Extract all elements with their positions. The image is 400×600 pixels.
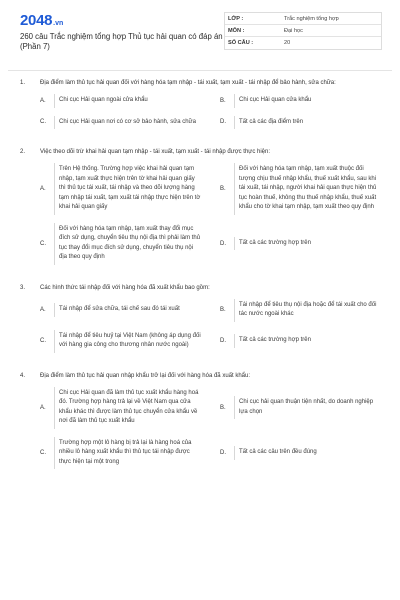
option-label: C. — [40, 119, 46, 126]
option-label: B. — [220, 307, 226, 313]
answer-option-b[interactable] — [212, 94, 384, 108]
option-label: A. — [40, 97, 46, 104]
question-number: 4. — [20, 372, 26, 379]
option-label: A. — [40, 185, 46, 192]
header — [0, 0, 400, 66]
question-number: 3. — [20, 284, 26, 291]
option-label: D. — [220, 338, 226, 344]
option-text: Tất cả các trường hợp trên — [234, 334, 381, 348]
option-text: Trên Hệ thống. Trường hợp việc khai hải quan tạm nhập, tạm xuất thực hiện trên tờ khai hải quan giấy thì thủ tục tái xuất, tái nhập và theo dõi lượng hàng tạm nhập tái xuất, tạm xuất tái nhập thực hiện trên tờ khai hải quan giấy — [54, 163, 201, 215]
answer-option-c[interactable] — [40, 330, 212, 353]
logo-sub-text: .vn — [53, 20, 64, 27]
answer-options — [40, 387, 384, 478]
answer-option-c[interactable] — [40, 223, 212, 265]
option-text: Trường hợp một lô hàng bị trả lại là hàng hoá của nhiều lô hàng xuất khẩu thì thủ tục tái nhập được thực hiện tại một trong — [54, 437, 201, 470]
option-label: A. — [40, 307, 46, 313]
question-list — [0, 78, 400, 487]
answer-option-a[interactable] — [40, 299, 212, 322]
answer-option-b[interactable] — [212, 299, 384, 322]
metadata-value: Trắc nghiệm tổng hợp — [284, 15, 339, 22]
header-divider — [8, 70, 392, 71]
option-text: Tái nhập để sửa chữa, tái chế sau đó tái xuất — [54, 303, 201, 317]
option-text: Tất cả các câu trên đều đúng — [234, 446, 381, 460]
question-3 — [0, 283, 400, 361]
question-number: 2. — [20, 149, 26, 155]
metadata-key: LỚP : — [228, 15, 244, 22]
answer-option-d[interactable] — [212, 223, 384, 265]
option-label: C. — [40, 338, 46, 344]
option-label: D. — [220, 240, 226, 247]
answer-option-b[interactable] — [212, 387, 384, 429]
answer-option-d[interactable] — [212, 330, 384, 353]
answer-options — [40, 163, 384, 273]
question-text: Địa điểm làm thủ tục hải quan nhập khẩu trở lại đối với hàng hóa đã xuất khẩu: — [40, 372, 250, 379]
option-text: Tái nhập để tiêu huỷ tại Việt Nam (không áp dụng đối với hàng gia công cho thương nhân nước ngoài) — [54, 330, 201, 353]
question-2 — [0, 147, 400, 273]
option-label: D. — [220, 119, 226, 126]
option-text: Chi cục Hải quan cửa khẩu — [234, 94, 381, 108]
question-text: Việc theo dõi trừ khai hải quan tạm nhập - tái xuất, tạm xuất - tái nhập được thực hiện: — [40, 149, 271, 155]
option-text: Tất cả các trường hợp trên — [234, 237, 381, 251]
question-4 — [0, 371, 400, 478]
option-label: A. — [40, 404, 46, 411]
answer-option-a[interactable] — [40, 387, 212, 429]
metadata-value: 20 — [284, 40, 291, 46]
site-logo[interactable] — [20, 12, 63, 28]
metadata-value: Đại học — [284, 27, 303, 34]
option-label: B. — [220, 185, 226, 192]
answer-option-a[interactable] — [40, 94, 212, 108]
option-text: Chi cục Hải quan nơi có cơ sở bảo hành, sửa chữa — [54, 116, 201, 130]
answer-options — [40, 94, 384, 137]
question-1 — [0, 78, 400, 137]
option-text: Tái nhập để tiêu thụ nội địa hoặc để tái xuất cho đối tác nước ngoài khác — [234, 299, 381, 322]
option-text: Chi cục hải quan thuận tiện nhất, do doanh nghiệp lựa chọn — [234, 396, 381, 419]
option-text: Chi cục Hải quan ngoài cửa khẩu — [54, 94, 201, 108]
option-label: D. — [220, 449, 226, 456]
answer-option-b[interactable] — [212, 163, 384, 215]
logo-main-text: 2048 — [20, 12, 53, 29]
metadata-row-class — [225, 13, 381, 25]
option-label: C. — [40, 449, 46, 456]
option-text: Chi cục Hải quan đã làm thủ tục xuất khẩu hàng hoá đó. Trường hợp hàng trả lại về Việt Nam qua cửa khẩu khác thì được làm thủ tục chuyển cửa khẩu về nơi đã làm thủ tục xuất khẩu — [54, 387, 201, 429]
option-text: Tất cả các địa điểm trên — [234, 116, 381, 130]
option-text: Đối với hàng hóa tạm nhập, tạm xuất thay đổi mục đích sử dụng, chuyển tiêu thụ nội địa thì phải làm thủ tục thay đổi mục đích sử dụng, chuyển tiêu thụ nội địa theo quy định — [54, 223, 201, 265]
metadata-row-subject — [225, 25, 381, 37]
answer-option-d[interactable] — [212, 116, 384, 130]
document-title: 260 câu Trắc nghiệm tổng hợp Thủ tục hải quan có đáp án (Phần 7) — [20, 32, 223, 51]
option-label: C. — [40, 240, 46, 247]
option-label: B. — [220, 404, 226, 411]
answer-option-c[interactable] — [40, 116, 212, 130]
metadata-table — [224, 12, 382, 50]
metadata-key: MÔN : — [228, 27, 245, 34]
metadata-row-count — [225, 37, 381, 49]
option-label: B. — [220, 97, 226, 104]
question-text: Các hình thức tái nhập đối với hàng hóa đã xuất khẩu bao gồm: — [40, 284, 210, 291]
question-number: 1. — [20, 80, 26, 86]
answer-option-d[interactable] — [212, 437, 384, 470]
metadata-key: SỐ CÂU : — [228, 40, 254, 46]
answer-option-c[interactable] — [40, 437, 212, 470]
answer-options — [40, 299, 384, 361]
question-text: Địa điểm làm thủ tục hải quan đối với hàng hóa tạm nhập - tái xuất, tạm xuất - tái nhập để bảo hành, sửa chữa: — [40, 80, 336, 86]
answer-option-a[interactable] — [40, 163, 212, 215]
option-text: Đối với hàng hóa tạm nhập, tạm xuất thuộc đối tượng chịu thuế nhập khẩu, thuế xuất khẩu, sau khi tái xuất, tái nhập, người khai hải quan thực hiện thủ tục hoàn thuế, không thu thuế nhập khẩu, thuế xuất khẩu cho tờ khai tạm nhập, tạm xuất theo quy định — [234, 163, 381, 215]
